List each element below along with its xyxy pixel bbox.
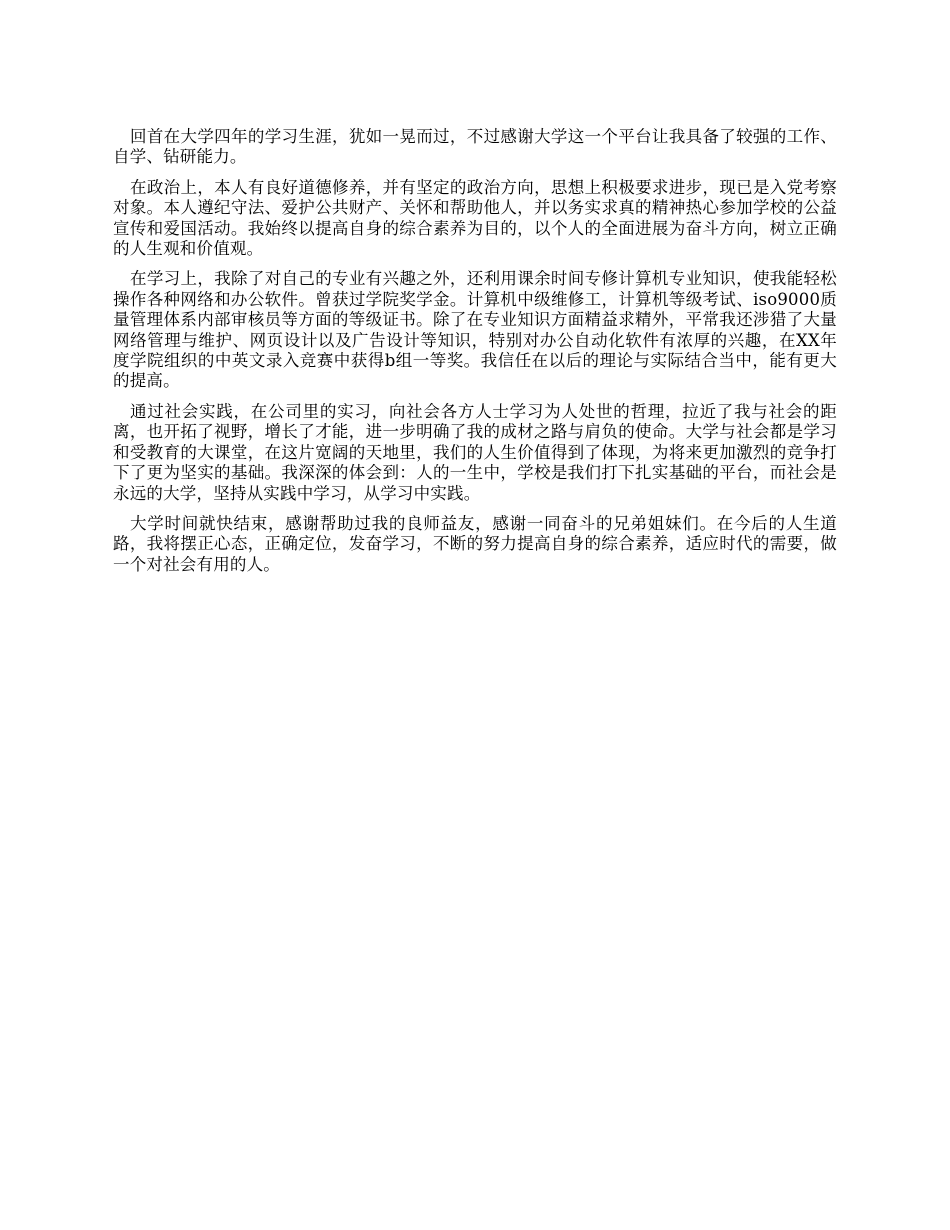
paragraph-conclusion: 大学时间就快结束，感谢帮助过我的良师益友，感谢一同奋斗的兄弟姐妹们。在今后的人生道路，我将摆正心态，正确定位，发奋学习，不断的努力提高自身的综合素养，适应时代的需要，做一个对社会有用的人。	[113, 513, 837, 574]
paragraph-practice: 通过社会实践，在公司里的实习，向社会各方人士学习为人处世的哲理，拉近了我与社会的距离，也开拓了视野，增长了才能，进一步明确了我的成材之路与肩负的使命。大学与社会都是学习和受教育的大课堂，在这片宽阔的天地里，我们的人生价值得到了体现，为将来更加激烈的竞争打下了更为坚实的基础。我深深的体会到：人的一生中，学校是我们打下扎实基础的平台，而社会是永远的大学，坚持从实践中学习，从学习中实践。	[113, 401, 837, 503]
paragraph-intro: 回首在大学四年的学习生涯，犹如一晃而过，不过感谢大学这一个平台让我具备了较强的工作、自学、钻研能力。	[113, 127, 837, 167]
document-body	[113, 127, 837, 585]
paragraph-politics: 在政治上，本人有良好道德修养，并有坚定的政治方向，思想上积极要求进步，现已是入党考察对象。本人遵纪守法、爱护公共财产、关怀和帮助他人，并以务实求真的精神热心参加学校的公益宣传和爱国活动。我始终以提高自身的综合素养为目的，以个人的全面进展为奋斗方向，树立正确的人生观和价值观。	[113, 177, 837, 259]
paragraph-study: 在学习上，我除了对自己的专业有兴趣之外，还利用课余时间专修计算机专业知识，使我能轻松操作各种网络和办公软件。曾获过学院奖学金。计算机中级维修工，计算机等级考试、iso9000质量管理体系内部审核员等方面的等级证书。除了在专业知识方面精益求精外，平常我还涉猎了大量网络管理与维护、网页设计以及广告设计等知识，特别对办公自动化软件有浓厚的兴趣，在XX年度学院组织的中英文录入竞赛中获得b组一等奖。我信任在以后的理论与实际结合当中，能有更大的提高。	[113, 269, 837, 391]
